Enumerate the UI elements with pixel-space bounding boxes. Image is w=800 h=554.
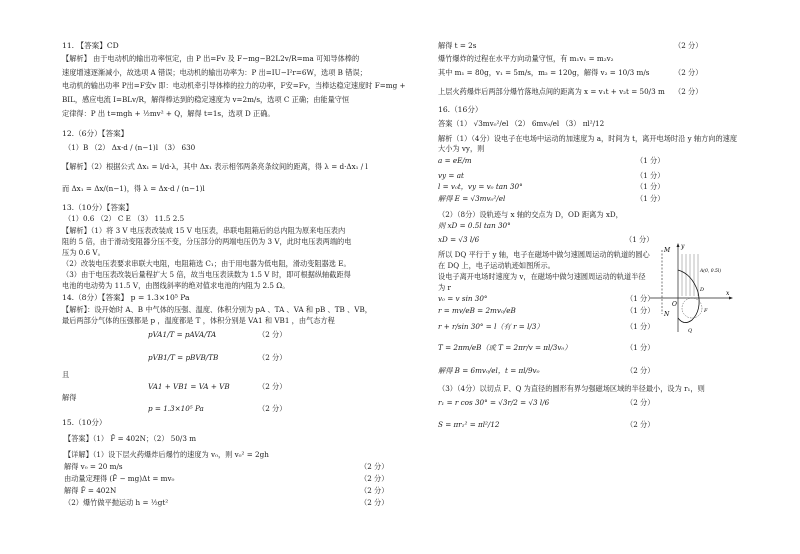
q16-eq-field: 解得 E = √3mv₀²/el (438, 194, 506, 203)
label-y: y (681, 243, 685, 250)
q11-line-4: BIL，感应电流 I=BLv/R，解得棒达到的稳定速度为 v=2m/s，选项 C 正确；由能量守恒 (62, 95, 350, 104)
q16-eq-period: T = 2πm/eB（或 T = 2πr/v = πl/3v₀） (438, 343, 572, 352)
q15b-mark-1: （2 分） (674, 41, 703, 50)
field-hatching (682, 254, 698, 296)
q14-heading: 14.（8分）【答案】 p = 1.3×10⁵ Pa (62, 293, 190, 302)
x-axis-arrow (729, 297, 733, 300)
q13-line-5: （3）由于电压表改装后量程扩大 5 倍，故当电压表读数为 1.5 V 时，即可根据纵轴截距得 (62, 270, 351, 279)
q16-mark-12: （2 分） (626, 420, 655, 429)
q16-line-1: 解析（1）（4分）设电子在电场中运动的加速度为 a，时间为 t，离开电场时沿 y 轴方向的速度 (438, 134, 738, 143)
q16-mark-6: （1 分） (626, 294, 655, 303)
q15b-line-1: 解得 t = 2s (438, 41, 477, 50)
magnetic-region-circle (682, 298, 702, 318)
label-o: O (672, 301, 677, 308)
electron-trajectory (678, 270, 699, 323)
q15-heading: 15.（10分） (62, 418, 107, 427)
q16-part2-line-3: 在 DQ 上，电子运动轨迹如图所示。 (438, 261, 555, 270)
q15-line-5: （2）爆竹做平抛运动 h = ½gt² (64, 498, 169, 507)
q13-line-1: 【解析】（1）将 3 V 电压表改装成 15 V 电压表，串联电阻箱后的总内阻为原来电压表内 (62, 226, 346, 235)
q11-line-2: 速度增速逐渐减小，故选项 A 错误；电动机的输出功率为：P 出=IU−I²r=6W，选项 B 错误； (62, 68, 367, 77)
q16-mark-10: （2 分） (626, 366, 655, 375)
q15-mark-1: （2 分） (360, 462, 389, 471)
label-a: A(0, 0.5l) (700, 269, 722, 274)
q16-eq-v0: v₀ = v sin 30° (438, 294, 488, 303)
q15-mark-4: （2 分） (360, 498, 389, 507)
q14-equation-3: VA1 + VB1 = VA + VB (148, 382, 230, 391)
q16-mark-8: （1 分） (626, 322, 655, 331)
q14-equation-1: pVA1/T = pAVA/TA (148, 330, 217, 339)
q14-and: 且 (62, 370, 70, 379)
q14-line-1: 【解析】：设开始时 A、B 中气体的压强、温度、体积分别为 pA 、TA 、VA 和 pB 、TB 、VB， (62, 305, 372, 314)
q16-eq-xd: 则 xD = 0.5l tan 30° (438, 221, 511, 230)
q11-line-1: 【解析】 由于电动机的输出功率恒定，由 P 出=Fv 及 F−mg−B2L2v/R=ma 可知导体棒的 (62, 54, 360, 63)
q16-mark-5: （1 分） (625, 235, 654, 244)
q15-answer: 【答案】（1） F̄ = 402N；（2） 50/3 m (64, 434, 197, 443)
q12-heading: 12.（6分）【答案】 (62, 129, 129, 138)
q15-line-1: 【详解】（1）设下层火药爆炸后爆竹的速度为 v₀，则 v₀² = 2gh (64, 450, 269, 459)
q14-mark-3: （2 分） (258, 382, 287, 391)
q16-eq-vy: vy = at (438, 171, 464, 180)
q13-heading: 13.（10分）【答案】 (62, 203, 134, 212)
q14-mark-2: （2 分） (258, 353, 287, 362)
q11-line-5: 定律得：P 出 t=mgh + ½mv² + Q，解得 t=1s，选项 D 正确。 (62, 109, 275, 118)
q16-eq-time: l = v₀t，vy = v₀ tan 30° (438, 182, 523, 191)
q13-answer: （1）0.6 （2） C E （3） 11.5 2.5 (64, 214, 185, 223)
q16-mark-11: （2 分） (626, 398, 655, 407)
q15-line-2: 解得 v₀ = 20 m/s (64, 462, 123, 471)
label-m: M (664, 247, 671, 254)
q16-part2-line-2: 所以 DQ 平行于 y 轴，电子在磁场中做匀速圆周运动的轨道的圆心 (438, 250, 650, 259)
q16-line-2: 大小为 vy，则 (438, 144, 485, 153)
q14-mark-1: （2 分） (258, 330, 287, 339)
q16-part2-line-5: 为 r (438, 283, 451, 292)
q15b-mark-3: （2 分） (674, 87, 703, 96)
q15-line-3: 由动量定理得 (F̄ − mg)Δt = mv₀ (64, 474, 175, 483)
q16-mark-1: （1 分） (636, 156, 665, 165)
q16-eq-r1: r₁ = r cos 30° = √3r/2 = √3 l/6 (438, 398, 550, 407)
q15b-line-2: 爆竹爆炸的过程在水平方向动量守恒，有 m₁v₁ = m₂v₂ (438, 54, 614, 63)
q15-mark-3: （2 分） (360, 486, 389, 495)
q12-line-2: 而 Δx₁ = Δx/(n−1)，得 λ = Δx·d / (n−1)l (62, 184, 205, 193)
q16-eq-result: 解得 B = 6mv₀/el，t = πl/9v₀ (438, 366, 540, 375)
y-axis-arrow (677, 243, 680, 247)
q16-mark-4: （1 分） (636, 194, 665, 203)
q16-mark-3: （1 分） (636, 182, 665, 191)
q13-line-6: 电池的电动势为 11.5 V，由图线斜率的绝对值求电池的内阻为 2.5 Ω。 (62, 281, 290, 290)
q15b-line-4: 上层火药爆炸后两部分爆竹落地点间的距离为 x = v₁t + v₂t = 50/3 m (438, 87, 665, 96)
q11-line-3: 电动机的输出功率 P出=F安v 即：电动机牵引导体棒的拉力的功率，F安=Fv，当棒达稳定速度时 F=mg + (62, 81, 406, 90)
q15-line-4: 解得 F̄ = 402N (64, 486, 117, 495)
q16-mark-7: （1 分） (626, 306, 655, 315)
q14-equation-4: p = 1.3×10⁵ Pa (148, 404, 204, 413)
q15b-line-3: 其中 m₁ = 80g，v₁ = 5m/s，m₂ = 120g，解得 v₂ = 10/3 m/s (438, 68, 650, 77)
q14-equation-2: pVB1/T = pBVB/TB (148, 353, 219, 362)
q16-eq-xd-value: xD = √3 l/6 (438, 235, 480, 244)
q13-line-3: 压为 0.6 V。 (62, 248, 105, 257)
q16-part3-line-1: （3）（4分）以切点 F、Q 为直径的圆形有界匀强磁场区域的半径最小，设为 r₁，则 (438, 384, 705, 393)
label-x: x (726, 290, 730, 297)
q14-mark-4: （2 分） (258, 404, 287, 413)
q15b-mark-2: （2 分） (674, 68, 703, 77)
q16-part2-line-1: （2）（8分）设轨迹与 x 轴的交点为 D，OD 距离为 xD， (438, 210, 623, 219)
q16-mark-2: （1 分） (636, 171, 665, 180)
q16-part2-line-4: 设电子离开电场时速度为 v，在磁场中做匀速圆周运动的轨道半径 (438, 272, 646, 281)
q16-heading: 16.（16分） (438, 105, 483, 114)
q13-line-2: 阻的 5 倍，由于滑动变阻器分压不变，分压部分的两端电压仍为 3 V，此时电压表两端的电 (62, 237, 352, 246)
q16-mark-9: （1 分） (626, 343, 655, 352)
q16-answer: 答案（1） √3mv₀²/el （2） 6mv₀/el （3） πl²/12 (438, 119, 605, 128)
label-f: F (704, 308, 708, 314)
q11-heading: 11. 【答案】CD (62, 41, 119, 50)
q13-line-4: （2）改装电压表要求串联大电阻，电阻箱选 C₁；由于用电器为低电阻，滑动变阻器选 E。 (62, 259, 351, 268)
label-q: Q (688, 328, 693, 334)
q12-answer: （1）B （2） Δx·d / (n−1)l （3） 630 (64, 143, 196, 152)
q16-eq-radius: r = mv/eB = 2mv₀/eB (438, 306, 516, 315)
q14-line-2: 最后两部分气体的压强都是 p ，温度都是 T ，体积分别是 VA1 和 VB1 ，由气态方程 (62, 316, 335, 325)
q14-solve: 解得 (62, 393, 77, 402)
q16-eq-accel: a = eE/m (438, 156, 472, 165)
q12-line-1: 【解析】（2）根据公式 Δx₁ = l/d·λ，其中 Δx₁ 表示相邻两条亮条纹间的距离，得 λ = d·Δx₁ / l (62, 162, 368, 171)
trajectory-diagram (648, 240, 734, 336)
q15-mark-2: （2 分） (360, 474, 389, 483)
q16-eq-geometry: r + r/sin 30° = l（有 r = l/3） (438, 322, 544, 331)
label-n: N (664, 311, 670, 318)
label-d: D (700, 287, 705, 293)
q16-eq-area: S = πr₁² = πl²/12 (438, 420, 500, 429)
